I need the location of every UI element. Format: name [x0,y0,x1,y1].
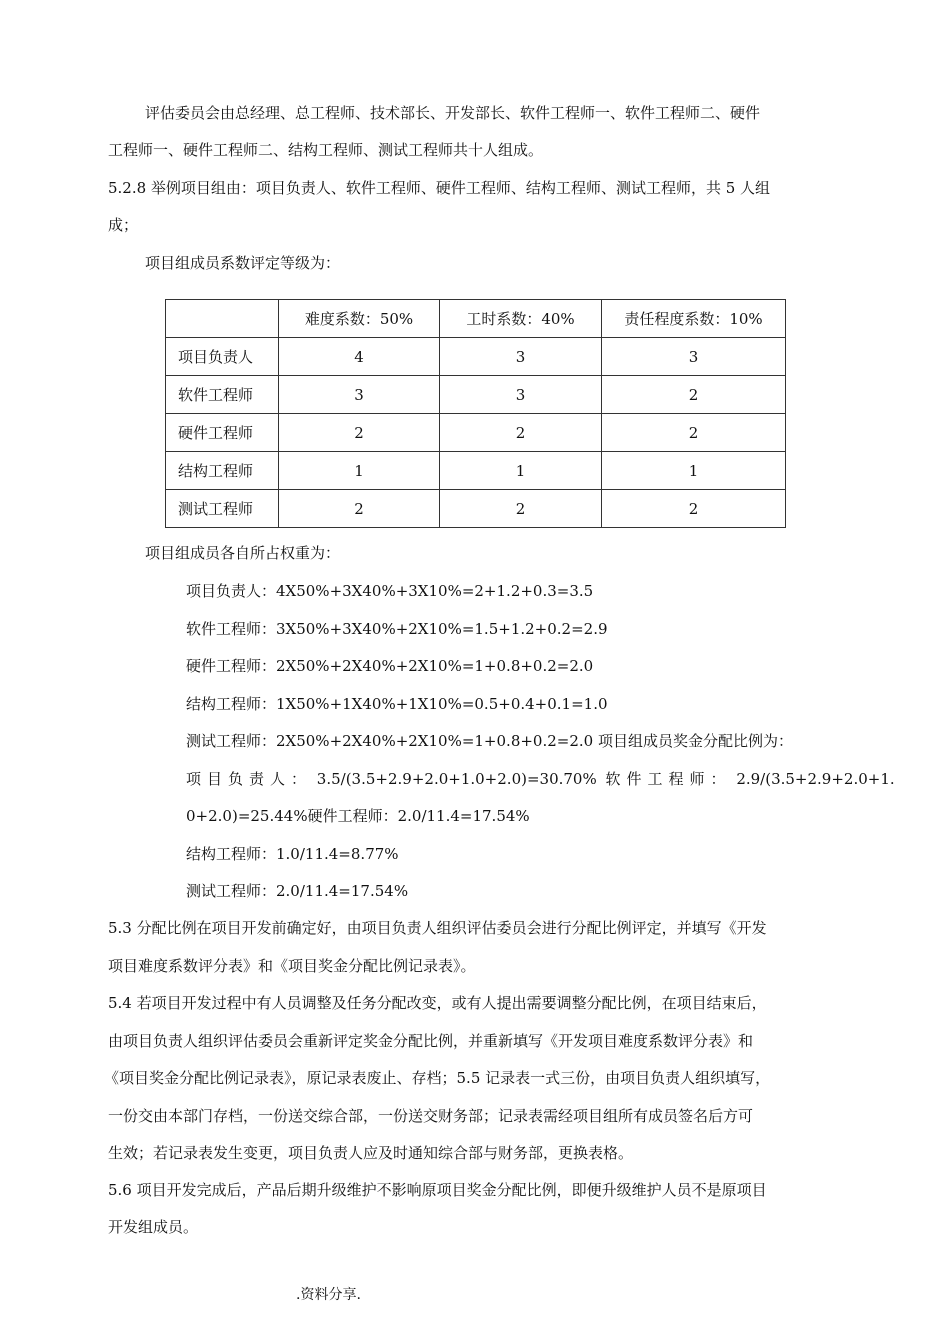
ratio-label: 软件工程师： [605,770,732,788]
section-5-3-line: 项目难度系数评分表》和《项目奖金分配比例记录表》。 [108,957,476,975]
value-cell: 2 [602,490,786,528]
value-cell: 2 [279,414,440,452]
weight-line: 硬件工程师：2X50%+2X40%+2X10%=1+0.8+0.2=2.0 [186,657,594,675]
table-row [166,414,786,452]
ratio-line: 测试工程师：2.0/11.4=17.54% [186,882,409,900]
value-cell: 3 [602,338,786,376]
value-cell: 1 [279,452,440,490]
section-5-4-line: 生效；若记录表发生变更，项目负责人应及时通知综合部与财务部，更换表格。 [108,1144,634,1162]
weight-line: 结构工程师：1X50%+1X40%+1X10%=0.5+0.4+0.1=1.0 [186,695,608,713]
role-cell: 软件工程师 [166,376,279,414]
role-cell: 测试工程师 [166,490,279,528]
section-5-3-line: 5.3 分配比例在项目开发前确定好，由项目负责人组织评估委员会进行分配比例评定，并填写《开发 [108,919,767,937]
table-row [166,376,786,414]
ratio-label: 项目负责人： [186,770,313,788]
header-cell: 责任程度系数：10% [602,300,786,338]
role-cell: 硬件工程师 [166,414,279,452]
section-5-6-line: 5.6 项目开发完成后，产品后期升级维护不影响原项目奖金分配比例，即便升级维护人员不是原项目 [108,1181,767,1199]
header-cell: 难度系数：50% [279,300,440,338]
section-5-4-line: 由项目负责人组织评估委员会重新评定奖金分配比例，并重新填写《开发项目难度系数评分表》和 [108,1032,754,1050]
table-row [166,338,786,376]
table-row [166,452,786,490]
weight-intro: 项目组成员各自所占权重为： [145,544,341,562]
role-cell: 结构工程师 [166,452,279,490]
value-cell: 3 [279,376,440,414]
value-cell: 2 [279,490,440,528]
paragraph-example-line1: 5.2.8 举例项目组由：项目负责人、软件工程师、硬件工程师、结构工程师、测试工程师，共 5 人组 [108,179,771,197]
paragraph-committee-line2: 工程师一、硬件工程师二、结构工程师、测试工程师共十人组成。 [108,141,544,159]
value-cell: 3 [440,376,602,414]
ratio-line [186,769,895,789]
value-cell: 4 [279,338,440,376]
paragraph-example-line2: 成； [108,216,139,234]
value-cell: 3 [440,338,602,376]
header-cell: 工时系数：40% [440,300,602,338]
weight-line: 项目负责人：4X50%+3X40%+3X10%=2+1.2+0.3=3.5 [186,582,594,600]
section-5-4-line: 《项目奖金分配比例记录表》，原记录表废止、存档；5.5 记录表一式三份，由项目负责人组织填写， [104,1069,771,1087]
paragraph-committee-line1: 评估委员会由总经理、总工程师、技术部长、开发部长、软件工程师一、软件工程师二、硬件 [145,104,761,122]
ratio-line: 结构工程师：1.0/11.4=8.77% [186,845,399,863]
coef-intro: 项目组成员系数评定等级为： [145,254,341,272]
value-cell: 2 [602,414,786,452]
section-5-4-line: 一份交由本部门存档，一份送交综合部，一份送交财务部；记录表需经项目组所有成员签名后方可 [108,1107,754,1125]
role-cell: 项目负责人 [166,338,279,376]
coefficient-table [165,299,786,528]
ratio-formula: 2.9/(3.5+2.9+2.0+1. [736,770,895,788]
value-cell: 2 [440,414,602,452]
table-header-row [166,300,786,338]
value-cell: 2 [602,376,786,414]
section-5-6-line: 开发组成员。 [108,1218,199,1236]
page-footer: .资料分享. [296,1287,361,1303]
value-cell: 1 [440,452,602,490]
table-row [166,490,786,528]
value-cell: 2 [440,490,602,528]
ratio-formula: 3.5/(3.5+2.9+2.0+1.0+2.0)=30.70% [316,770,597,788]
weight-line: 软件工程师：3X50%+3X40%+2X10%=1.5+1.2+0.2=2.9 [186,620,608,638]
weight-line: 测试工程师：2X50%+2X40%+2X10%=1+0.8+0.2=2.0 项目组成员奖金分配比例为： [186,732,793,750]
ratio-line: 0+2.0)=25.44%硬件工程师：2.0/11.4=17.54% [186,807,530,825]
section-5-4-line: 5.4 若项目开发过程中有人员调整及任务分配改变，或有人提出需要调整分配比例，在项目结束后， [108,994,767,1012]
header-cell [166,300,279,338]
value-cell: 1 [602,452,786,490]
